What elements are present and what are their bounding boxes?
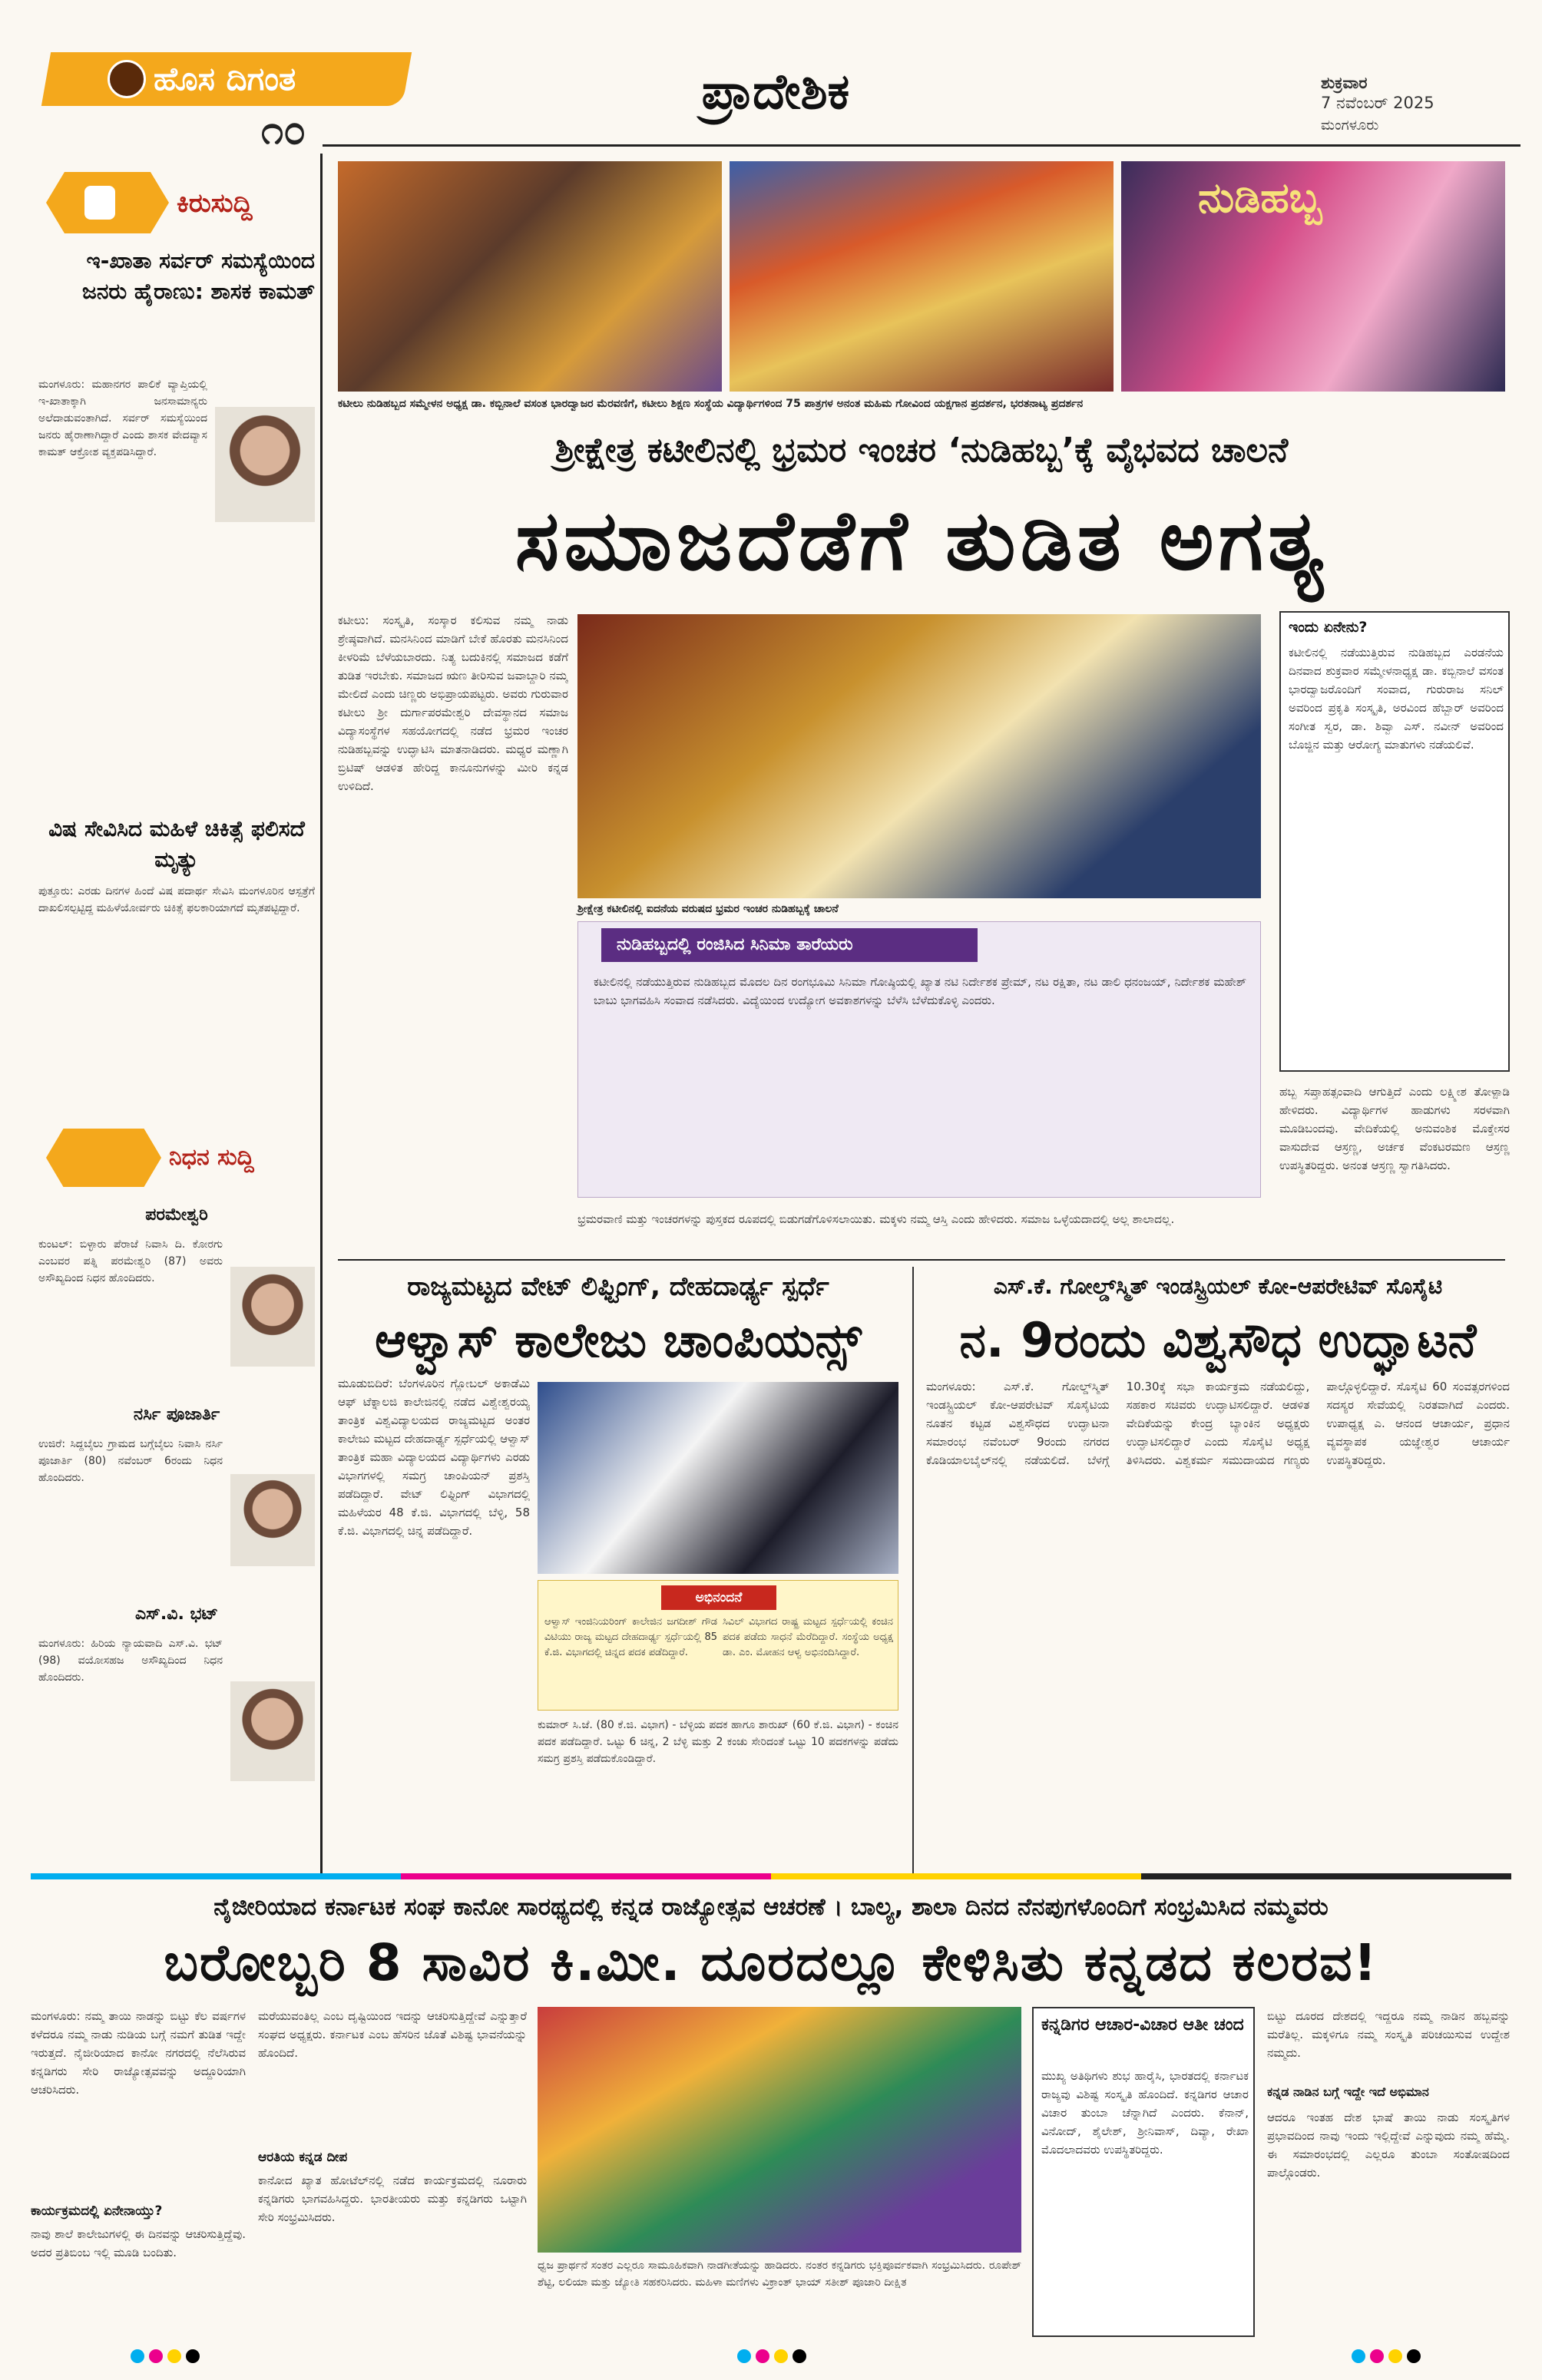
top-photo-caption: ಕಟೀಲು ನುಡಿಹಬ್ಬದ ಸಮ್ಮೇಳನ ಅಧ್ಯಕ್ಷ ಡಾ. ಕಬ್ಬಿನಾಲೆ ವಸಂತ ಭಾರದ್ವಾಜರ ಮೆರವಣಿಗೆ, ಕಟೀಲು ಶಿಕ್ಷಣ ಸಂಸ್ಥೆಯ ವಿದ್ಯಾರ್ಥಿಗಳಿಂದ 75 ಪಾತ್ರಗಳ ಅನಂತ ಮಹಿಮ ಗೋವಿಂದ ಯಕ್ಷಗಾನ ಪ್ರದರ್ಶನ, ಭರತನಾಟ್ಯ ಪ್ರದರ್ಶನ xyxy=(338,398,1084,410)
nigeria-body2b: ಕಾನೋದ ಖ್ಯಾತ ಹೋಟೆಲ್‌ನಲ್ಲಿ ನಡೆದ ಕಾರ್ಯಕ್ರಮದಲ್ಲಿ ನೂರಾರು ಕನ್ನಡಿಗರು ಭಾಗವಹಿಸಿದ್ದರು. ಭಾರತೀಯರು ಮತ್ತು ಕನ್ನಡಿಗರು ಒಟ್ಟಾಗಿ ಸೇರಿ ಸಂಭ್ರಮಿಸಿದರು. xyxy=(258,2173,527,2224)
top-story-body-bottom: ಭ್ರಮರವಾಣಿ ಮತ್ತು ಇಂಚರಗಳನ್ನು ಪುಸ್ತಕದ ರೂಪದಲ್ಲಿ ಬಿಡುಗಡೆಗೊಳಿಸಲಾಯಿತು. ಮಕ್ಕಳು ನಮ್ಮ ಆಸ್ತಿ ಎಂದು ಹೇಳಿದರು. ಸಮಾಜ ಒಳ್ಳೆಯದಾದಲ್ಲಿ ಅಲ್ಲ ಶಾಲಾದಲ್ಲ. xyxy=(577,1212,1175,1226)
inauguration-caption: ಶ್ರೀಕ್ಷೇತ್ರ ಕಟೀಲಿನಲ್ಲಿ ಐದನೆಯ ವರುಷದ ಭ್ರಮರ ಇಂಚರ ನುಡಿಹಬ್ಬಕ್ಕೆ ಚಾಲನೆ xyxy=(577,903,839,915)
top-story-kicker: ಶ್ರೀಕ್ಷೇತ್ರ ಕಟೀಲಿನಲ್ಲಿ ಭ್ರಮರ ಇಂಚರ ‘ನುಡಿಹಬ್ಬ’ಕ್ಕೆ ವೈಭವದ ಚಾಲನೆ xyxy=(554,431,1289,470)
colour-bar xyxy=(31,1873,1511,1879)
kannadigaru-box-body: ಮುಖ್ಯ ಅತಿಥಿಗಳು ಶುಭ ಹಾರೈಸಿ, ಭಾರತದಲ್ಲಿ ಕರ್ನಾಟಕ ರಾಜ್ಯವು ವಿಶಿಷ್ಟ ಸಂಸ್ಕೃತಿ ಹೊಂದಿದೆ. ಕನ್ನಡಿಗರ ಆಚಾರ ವಿಚಾರ ತುಂಬಾ ಚೆನ್ನಾಗಿದೆ ಎಂದರು. ಕೆನಾನ್, ವಿನೋದ್, ಶೈಲೇಶ್, ಶ್ರೀನಿವಾಸ್, ದಿವ್ಯಾ, ರೇಖಾ ಮೊದಲಾದವರು ಉಪಸ್ಥಿತರಿದ್ದರು. xyxy=(1041,2069,1249,2157)
congrats-right: ಸಿವಿಲ್ ವಿಭಾಗದ ರಾಷ್ಟ್ರ ಮಟ್ಟದ ಸ್ಪರ್ಧೆಯಲ್ಲಿ ಕಂಚಿನ ಪದಕ ಪಡೆದು ಸಾಧನೆ ಮೆರೆದಿದ್ದಾರೆ. ಸಂಸ್ಥೆಯ ಅಧ್ಯಕ್ಷ ಡಾ. ಎಂ. ಮೋಹನ ಆಳ್ವ ಅಭಿನಂದಿಸಿದ್ದಾರೆ. xyxy=(723,1616,893,1658)
obit3-photo xyxy=(230,1681,315,1781)
kiru-item1-body: ಮಂಗಳೂರು: ಮಹಾನಗರ ಪಾಲಿಕೆ ವ್ಯಾಪ್ತಿಯಲ್ಲಿ ಇ-ಖಾತಾಕ್ಕಾಗಿ ಜನಸಾಮಾನ್ಯರು ಅಲೆದಾಡುವಂತಾಗಿದೆ. ಸರ್ವರ್ ಸಮಸ್ಯೆಯಿಂದ ಜನರು ಹೈರಾಣಾಗಿದ್ದಾರೆ ಎಂದು ಶಾಸಕ ವೇದವ್ಯಾಸ ಕಾಮತ್ ಆಕ್ರೋಶ ವ್ಯಕ್ತಪಡಿಸಿದ್ದಾರೆ. xyxy=(38,378,207,458)
sports-kicker: ರಾಜ್ಯಮಟ್ಟದ ವೇಟ್ ಲಿಫ್ಟಿಂಗ್, ದೇಹದಾರ್ಢ್ಯ ಸ್ಪರ್ಧೆ xyxy=(407,1271,829,1302)
festival-banner: ನುಡಿಹಬ್ಬ xyxy=(1198,174,1322,222)
cyan-dot xyxy=(1352,2349,1365,2363)
nigeria-subhead2: ಆರತಿಯ ಕನ್ನಡ ದೀಪ xyxy=(258,2150,348,2165)
sports-headline: ಆಳ್ವಾಸ್ ಕಾಲೇಜು ಚಾಂಪಿಯನ್ಸ್ xyxy=(375,1312,862,1368)
procession-photo xyxy=(338,161,722,392)
mla-portrait xyxy=(215,407,315,522)
kiru-item1-title: ಇ-ಖಾತಾ ಸರ್ವರ್ ಸಮಸ್ಯೆಯಿಂದ ಜನರು ಹೈರಾಣು: ಶಾಸಕ ಕಾಮತ್ xyxy=(82,248,315,304)
right-sidebar-body: ಹಬ್ಬ ಸಪ್ತಾಹತ್ಸಂವಾದಿ ಆಗುತ್ತಿದೆ ಎಂದು ಲಕ್ಷ್ಮೀಶ ತೋಳ್ಪಾಡಿ ಹೇಳಿದರು. ವಿದ್ಯಾರ್ಥಿಗಳ ಹಾಡುಗಳು ಸರಳವಾಗಿ ಮೂಡಿಬಂದವು. ವೇದಿಕೆಯಲ್ಲಿ ಅನುವಂಶಿಕ ಮೊಕ್ತೇಸರ ವಾಸುದೇವ ಆಸ್ರಣ್ಣ, ಅರ್ಚಕ ವೆಂಕಟರಮಣ ಆಸ್ರಣ್ಣ ಉಪಸ್ಥಿತರಿದ್ದರು. ಅನಂತ ಆಸ್ರಣ್ಣ ಸ್ವಾಗತಿಸಿದರು. xyxy=(1279,1085,1510,1172)
nigeria-right-subhead: ಕನ್ನಡ ನಾಡಿನ ಬಗ್ಗೆ ಇದ್ದೇ ಇದೆ ಅಭಿಮಾನ xyxy=(1267,2084,1429,2099)
sports-photo xyxy=(538,1382,898,1574)
nidhana-label: ನಿಧನ ಸುದ್ದಿ xyxy=(169,1144,254,1171)
yakshagana-photo xyxy=(730,161,1113,392)
society-kicker: ಎಸ್.ಕೆ. ಗೋಲ್ಡ್‌ಸ್ಮಿತ್ ಇಂಡಸ್ಟ್ರಿಯಲ್ ಕೋ-ಆಪರೇಟಿವ್ ಸೊಸೈಟಿ xyxy=(993,1274,1443,1299)
nigeria-right-body: ಬಿಟ್ಟು ದೂರದ ದೇಶದಲ್ಲಿ ಇದ್ದರೂ ನಮ್ಮ ನಾಡಿನ ಹಬ್ಬವನ್ನು ಮರೆತಿಲ್ಲ. ಮಕ್ಕಳಿಗೂ ನಮ್ಮ ಸಂಸ್ಕೃತಿ ಪರಿಚಯಿಸುವ ಉದ್ದೇಶ ನಮ್ಮದು. xyxy=(1267,2009,1510,2060)
kannadigaru-box-title: ಕನ್ನಡಿಗರ ಆಚಾರ-ವಿಚಾರ ಆತೀ ಚಂದ xyxy=(1041,2015,1244,2035)
obit1-body: ಕುಂಟಲ್: ಬಿಳ್ಳಾರು ಪೆರಾಜೆ ನಿವಾಸಿ ದಿ. ಕೋರಗು ಎಂಬವರ ಪತ್ನಿ ಪರಮೇಶ್ವರಿ (87) ಅವರು ಅಸೌಖ್ಯದಿಂದ ನಿಧನ ಹೊಂದಿದರು. xyxy=(38,1238,223,1284)
black-dot xyxy=(1407,2349,1421,2363)
inauguration-photo xyxy=(577,614,1261,898)
logo-text: ಹೊಸ ದಿಗಂತ xyxy=(154,60,296,98)
yellow-dot xyxy=(1388,2349,1402,2363)
kiru-item2-body: ಪುತ್ತೂರು: ಎರಡು ದಿನಗಳ ಹಿಂದೆ ವಿಷ ಪದಾರ್ಥ ಸೇವಿಸಿ ಮಂಗಳೂರಿನ ಆಸ್ಪತ್ರೆಗೆ ದಾಖಲಿಸಲ್ಪಟ್ಟಿದ್ದ ಮಹಿಳೆಯೋರ್ವರು ಚಿಕಿತ್ಸೆ ಫಲಕಾರಿಯಾಗದೆ ಮೃತಪಟ್ಟಿದ್ದಾರೆ. xyxy=(38,885,315,914)
kiru-label: ಕಿರುಸುದ್ದಿ xyxy=(177,188,253,219)
logo-emblem-icon xyxy=(108,60,146,98)
sports-body-bottom: ಕುಮಾರ್ ಸಿ.ಜೆ. (80 ಕೆ.ಜಿ. ವಿಭಾಗ) - ಬೆಳ್ಳಿಯ ಪದಕ ಹಾಗೂ ಶಾರುಖ್ (60 ಕೆ.ಜಿ. ವಿಭಾಗ) - ಕಂಚಿನ ಪದಕ ಪಡೆದಿದ್ದಾರೆ. ಒಟ್ಟು 6 ಚಿನ್ನ, 2 ಬೆಳ್ಳಿ ಮತ್ತು 2 ಕಂಚು ಸೇರಿದಂತೆ ಒಟ್ಟು 10 ಪದಕಗಳನ್ನು ಪಡೆದು ಸಮಗ್ರ ಪ್ರಶಸ್ತಿ ಪಡೆದುಕೊಂಡಿದ್ದಾರೆ. xyxy=(538,1719,898,1765)
kannadigaru-box xyxy=(1032,2007,1255,2337)
nigeria-body1: ಮಂಗಳೂರು: ನಮ್ಮ ತಾಯಿ ನಾಡನ್ನು ಬಿಟ್ಟು ಕೆಲ ವರ್ಷಗಳ ಕಳೆದರೂ ನಮ್ಮ ನಾಡು ನುಡಿಯ ಬಗ್ಗೆ ನಮಗೆ ತುಡಿತ ಇದ್ದೇ ಇರುತ್ತದೆ. ನೈಜೀರಿಯಾದ ಕಾನೋ ನಗರದಲ್ಲಿ ನೆಲೆಸಿರುವ ಕನ್ನಡಿಗರು ಸೇರಿ ರಾಜ್ಯೋತ್ಸವವನ್ನು ಅದ್ದೂರಿಯಾಗಿ ಆಚರಿಸಿದರು. xyxy=(31,2009,246,2097)
nigeria-body1b: ನಾವು ಶಾಲೆ ಕಾಲೇಜುಗಳಲ್ಲಿ ಈ ದಿನವನ್ನು ಆಚರಿಸುತ್ತಿದ್ದೆವು. ಅದರ ಪ್ರತಿಬಿಂಬ ಇಲ್ಲಿ ಮೂಡಿ ಬಂದಿತು. xyxy=(31,2227,246,2259)
nigeria-body2: ಮರೆಯುವಂತಿಲ್ಲ ಎಂಬ ದೃಷ್ಟಿಯಿಂದ ಇದನ್ನು ಆಚರಿಸುತ್ತಿದ್ದೇವೆ ಎನ್ನುತ್ತಾರೆ ಸಂಘದ ಅಧ್ಯಕ್ಷರು. ಕರ್ನಾಟಕ ಎಂಬ ಹೆಸರಿನ ಜೊತೆ ವಿಶಿಷ್ಟ ಭಾವನೆಯನ್ನು ಹೊಂದಿದೆ. xyxy=(258,2009,527,2060)
masthead-day: ಶುಕ್ರವಾರ xyxy=(1321,74,1368,92)
congrats-left: ಆಳ್ವಾಸ್ ಇಂಜಿನಿಯರಿಂಗ್ ಕಾಲೇಜಿನ ಜಗದೀಶ್ ಗೌಡ ವಿಟಿಯು ರಾಜ್ಯ ಮಟ್ಟದ ದೇಹದಾರ್ಢ್ಯ ಸ್ಪರ್ಧೆಯಲ್ಲಿ 85 ಕೆ.ಜಿ. ವಿಭಾಗದಲ್ಲಿ ಚಿನ್ನದ ಪದಕ ಪಡೆದಿದ್ದಾರೆ. xyxy=(544,1616,717,1658)
today-box-body: ಕಟೀಲಿನಲ್ಲಿ ನಡೆಯುತ್ತಿರುವ ನುಡಿಹಬ್ಬದ ಎರಡನೆಯ ದಿನವಾದ ಶುಕ್ರವಾರ ಸಮ್ಮೇಳನಾಧ್ಯಕ್ಷ ಡಾ. ಕಬ್ಬಿನಾಲೆ ವಸಂತ ಭಾರದ್ವಾಜರೊಂದಿಗೆ ಸಂವಾದ, ಗುರುರಾಜ ಸನಿಲ್ ಅವರಿಂದ ಪ್ರಕೃತಿ ಸಂಸ್ಕೃತಿ, ಅರವಿಂದ ಹೆಬ್ಬಾರ್ ಅವರಿಂದ ಸಂಗೀತ ಸ್ವರ, ಡಾ. ಶಿವ್ವಾ ಎಸ್. ನವೀನ್ ಅವರಿಂದ ಬೊಜ್ಜಿನ ಮತ್ತು ಆರೋಗ್ಯ ಮಾತುಗಳು ನಡೆಯಲಿವೆ. xyxy=(1289,646,1504,752)
top-story-headline: ಸಮಾಜದೆಡೆಗೆ ತುಡಿತ ಅಗತ್ಯ xyxy=(515,493,1329,589)
cyan-dot xyxy=(737,2349,751,2363)
registration-marks-left xyxy=(131,2349,204,2366)
obit2-body: ಉಜಿರೆ: ಸಿದ್ದಬೈಲು ಗ್ರಾಮದ ಬಗ್ಗೆಬೈಲು ನಿವಾಸಿ ನರ್ಸಿ ಪೂಜಾರ್ತಿ (80) ನವೆಂಬರ್ 6ರಂದು ನಿಧನ ಹೊಂದಿದರು. xyxy=(38,1438,223,1484)
yellow-dot xyxy=(774,2349,788,2363)
congrats-box xyxy=(538,1580,898,1711)
nigeria-photo xyxy=(538,2007,1021,2253)
top-story-body-left: ಕಟೀಲು: ಸಂಸ್ಕೃತಿ, ಸಂಸ್ಕಾರ ಕಲಿಸುವ ನಮ್ಮ ನಾಡು ಶ್ರೇಷ್ಠವಾಗಿದೆ. ಮನಸಿನಿಂದ ಮಾಡಿಗೆ ಬೇಕೆ ಹೊರತು ಮನಸಿನಿಂದ ಕೀಳರಿಮೆ ಬೆಳೆಯಬಾರದು. ನಿತ್ಯ ಬದುಕಿನಲ್ಲಿ ಸಮಾಜದ ಕಡೆಗೆ ತುಡಿತ ಇರಬೇಕು. ಸಮಾಜದ ಋಣ ತೀರಿಸುವ ಜವಾಬ್ದಾರಿ ನಮ್ಮ ಮೇಲಿದೆ ಎಂದು ಚಿಣ್ಣರು ಅಭಿಪ್ರಾಯಪಟ್ಟರು. ಅವರು ಗುರುವಾರ ಕಟೀಲು ಶ್ರೀ ದುರ್ಗಾಪರಮೇಶ್ವರಿ ದೇವಸ್ಥಾನದ ಸಮಾಜ ವಿದ್ಯಾಸಂಸ್ಥೆಗಳ ಸಹಯೋಗದಲ್ಲಿ ನಡೆದ ಭ್ರಮರ ಇಂಚರ ನುಡಿಹಬ್ಬವನ್ನು ಉದ್ಘಾಟಿಸಿ ಮಾತನಾಡಿದರು. ಮಧ್ಯರ ಮಣ್ಣಾಗಿ ಬ್ರಿಟಿಷ್ ಆಡಳಿತ ಹೇರಿದ್ದ ಕಾನೂನುಗಳನ್ನು ಮೀರಿ ಕನ್ನಡ ಉಳಿದಿದೆ. xyxy=(338,613,568,793)
obit2-name: ನರ್ಸಿ ಪೂಜಾರ್ತಿ xyxy=(133,1405,220,1424)
nigeria-headline: ಬರೋಬ್ಬರಿ 8 ಸಾವಿರ ಕಿ.ಮೀ. ದೂರದಲ್ಲೂ ಕೇಳಿಸಿತು ಕನ್ನಡದ ಕಲರವ! xyxy=(164,1933,1378,1992)
obit3-name: ಎಸ್.ವಿ. ಭಟ್ xyxy=(134,1605,219,1624)
society-headline: ನ. 9ರಂದು ವಿಶ್ವಸೌಧ ಉದ್ಘಾಟನೆ xyxy=(959,1312,1477,1368)
masthead xyxy=(0,0,1542,154)
cinema-box xyxy=(577,921,1261,1198)
nigeria-photo-caption: ಧ್ವಜ ಪ್ರಾರ್ಥನೆ ಸಂತರ ಎಲ್ಲರೂ ಸಾಮೂಹಿಕವಾಗಿ ನಾಡಗೀತೆಯನ್ನು ಹಾಡಿದರು. ನಂತರ ಕನ್ನಡಿಗರು ಭಕ್ತಿಪೂರ್ವಕವಾಗಿ ಸಂಭ್ರಮಿಸಿದರು. ರೂಪೇಶ್ ಶೆಟ್ಟಿ, ಲಲಿಯಾ ಮತ್ತು ಜ್ಯೋತಿ ಸಹಕರಿಸಿದರು. ಮಹಿಳಾ ಮಣಿಗಳು ವಿಕ್ರಾಂತ್ ಭಾಯ್ ಸತೀಶ್ ಪೂಜಾರಿ ದೀಕ್ಷಿತ xyxy=(538,2259,1021,2289)
left-column xyxy=(31,154,323,1873)
today-box xyxy=(1279,611,1510,1072)
registration-marks-center xyxy=(737,2349,811,2366)
magenta-dot xyxy=(149,2349,163,2363)
nidhana-badge xyxy=(46,1129,161,1187)
nigeria-right-body2: ಆದರೂ ಇಂತಹ ದೇಶ ಭಾಷೆ ತಾಯಿ ನಾಡು ಸಂಸ್ಕೃತಿಗಳ ಪ್ರಭಾವದಿಂದ ನಾವು ಇಂದು ಇಲ್ಲಿದ್ದೇವೆ ಎನ್ನುವುದು ನಮ್ಮ ಹೆಮ್ಮೆ. ಈ ಸಮಾರಂಭದಲ್ಲಿ ಎಲ್ಲರೂ ತುಂಬಾ ಸಂತೋಷದಿಂದ ಪಾಲ್ಗೊಂಡರು. xyxy=(1267,2111,1510,2180)
vertical-rule xyxy=(912,1267,914,1873)
section-title: ಪ್ರಾದೇಶಿಕ xyxy=(701,64,850,121)
masthead-date: 7 ನವೆಂಬರ್ 2025 xyxy=(1321,94,1434,112)
cinema-box-title: ನುಡಿಹಬ್ಬದಲ್ಲಿ ರಂಜಿಸಿದ ಸಿನಿಮಾ ತಾರೆಯರು xyxy=(601,928,978,962)
obit1-photo xyxy=(230,1267,315,1367)
cyan-dot xyxy=(131,2349,144,2363)
obit3-body: ಮಂಗಳೂರು: ಹಿರಿಯ ನ್ಯಾಯವಾದಿ ಎಸ್.ವಿ. ಭಟ್ (98) ವಯೋಸಹಜ ಅಸೌಖ್ಯದಿಂದ ನಿಧನ ಹೊಂದಿದರು. xyxy=(38,1638,223,1684)
obit1-name: ಪರಮೇಶ್ವರಿ xyxy=(145,1205,208,1225)
magenta-dot xyxy=(1370,2349,1384,2363)
yellow-dot xyxy=(167,2349,181,2363)
black-dot xyxy=(793,2349,806,2363)
society-body: ಮಂಗಳೂರು: ಎಸ್.ಕೆ. ಗೋಲ್ಡ್‌ಸ್ಮಿತ್ ಇಂಡಸ್ಟ್ರಿಯಲ್ ಕೋ-ಆಪರೇಟಿವ್ ಸೊಸೈಟಿಯ ನೂತನ ಕಟ್ಟಡ ವಿಶ್ವಸೌಧದ ಉದ್ಘಾಟನಾ ಸಮಾರಂಭ ನವೆಂಬರ್ 9ರಂದು ನಗರದ ಕೊಡಿಯಾಲಬೈಲ್‌ನಲ್ಲಿ ನಡೆಯಲಿದೆ. ಬೆಳಗ್ಗೆ 10.30ಕ್ಕೆ ಸಭಾ ಕಾರ್ಯಕ್ರಮ ನಡೆಯಲಿದ್ದು, ಸಹಕಾರ ಸಚಿವರು ಉದ್ಘಾಟಿಸಲಿದ್ದಾರೆ. ಆಡಳಿತ ವೇದಿಕೆಯನ್ನು ಕೇಂದ್ರ ಬ್ಯಾಂಕಿನ ಅಧ್ಯಕ್ಷರು ಉದ್ಘಾಟಿಸಲಿದ್ದಾರೆ ಎಂದು ಸೊಸೈಟಿ ಅಧ್ಯಕ್ಷ ತಿಳಿಸಿದರು. ವಿಶ್ವಕರ್ಮ ಸಮುದಾಯದ ಗಣ್ಯರು ಪಾಲ್ಗೊಳ್ಳಲಿದ್ದಾರೆ. ಸೊಸೈಟಿ 60 ಸಂವತ್ಸರಗಳಿಂದ ಸದಸ್ಯರ ಸೇವೆಯಲ್ಲಿ ನಿರತವಾಗಿದೆ ಎಂದರು. ಉಪಾಧ್ಯಕ್ಷ ಎ. ಆನಂದ ಆಚಾರ್ಯ, ಪ್ರಧಾನ ವ್ಯವಸ್ಥಾಪಕ ಯಜ್ಞೇಶ್ವರ ಆಚಾರ್ಯ ಉಪಸ್ಥಿತರಿದ್ದರು. xyxy=(926,1380,1510,1467)
registration-marks-right xyxy=(1352,2349,1425,2366)
kiru-item2-title: ವಿಷ ಸೇವಿಸಿದ ಮಹಿಳೆ ಚಿಕಿತ್ಸೆ ಫಲಿಸದೆ ಮೃತ್ಯು xyxy=(48,816,305,872)
cinema-box-body: ಕಟೀಲಿನಲ್ಲಿ ನಡೆಯುತ್ತಿರುವ ನುಡಿಹಬ್ಬದ ಮೊದಲ ದಿನ ರಂಗಭೂಮಿ ಸಿನಿಮಾ ಗೋಷ್ಠಿಯಲ್ಲಿ ಖ್ಯಾತ ನಟಿ ನಿರ್ದೇಶಕ ಪ್ರೇಮ್, ನಟ ರಕ್ಷಿತಾ, ನಟ ಡಾಲಿ ಧನಂಜಯ್, ನಿರ್ದೇಶಕ ಮಹೇಶ್ ಬಾಬು ಭಾಗವಹಿಸಿ ಸಂವಾದ ನಡೆಸಿದರು. ವಿದ್ಯೆಯಿಂದ ಉದ್ಯೋಗ ಅವಕಾಶಗಳನ್ನು ಬೆಳೆಸಿ ಬೆಳೆದುಕೊಳ್ಳಿ ಎಂದರು. xyxy=(594,975,1246,1007)
obit2-photo xyxy=(230,1474,315,1566)
today-box-title: ಇಂದು ಏನೇನು? xyxy=(1289,619,1368,636)
masthead-rule xyxy=(323,144,1520,147)
page-number: ೧೦ xyxy=(261,107,306,154)
sports-body: ಮೂಡುಬಿದಿರೆ: ಬೆಂಗಳೂರಿನ ಗ್ಲೋಬಲ್ ಅಕಾಡೆಮಿ ಆಫ್ ಟೆಕ್ನಾಲಜಿ ಕಾಲೇಜಿನಲ್ಲಿ ನಡೆದ ವಿಶ್ವೇಶ್ವರಯ್ಯ ತಾಂತ್ರಿಕ ವಿಶ್ವವಿದ್ಯಾಲಯದ ರಾಜ್ಯಮಟ್ಟದ ಅಂತರ ಕಾಲೇಜು ಮಟ್ಟದ ದೇಹದಾರ್ಢ್ಯ ಸ್ಪರ್ಧೆಯಲ್ಲಿ ಆಳ್ವಾಸ್ ತಾಂತ್ರಿಕ ಮಹಾ ವಿದ್ಯಾಲಯದ ವಿದ್ಯಾರ್ಥಿಗಳು ಎರಡು ವಿಭಾಗಗಳಲ್ಲಿ ಸಮಗ್ರ ಚಾಂಪಿಯನ್ ಪ್ರಶಸ್ತಿ ಪಡೆದಿದ್ದಾರೆ. ವೇಟ್ ಲಿಫ್ಟಿಂಗ್ ವಿಭಾಗದಲ್ಲಿ ಮಹಿಳೆಯರ 48 ಕೆ.ಜಿ. ವಿಭಾಗದಲ್ಲಿ ಬೆಳ್ಳಿ, 58 ಕೆ.ಜಿ. ವಿಭಾಗದಲ್ಲಿ ಚಿನ್ನ ಪಡೆದಿದ್ದಾರೆ. xyxy=(338,1377,530,1538)
nigeria-kicker: ನೈಜೀರಿಯಾದ ಕರ್ನಾಟಕ ಸಂಘ ಕಾನೋ ಸಾರಥ್ಯದಲ್ಲಿ ಕನ್ನಡ ರಾಜ್ಯೋತ್ಸವ ಆಚರಣೆ । ಬಾಲ್ಯ, ಶಾಲಾ ದಿನದ ನೆನಪುಗಳೊಂದಿಗೆ ಸಂಭ್ರಮಿಸಿದ ನಮ್ಮವರು xyxy=(213,1893,1329,1921)
mid-rule xyxy=(338,1259,1505,1261)
nigeria-subhead1: ಕಾರ್ಯಕ್ರಮದಲ್ಲಿ ಏನೇನಾಯ್ತು? xyxy=(31,2203,163,2219)
hand-icon xyxy=(84,186,115,220)
congrats-label: ಅಭಿನಂದನೆ xyxy=(661,1585,776,1610)
masthead-city: ಮಂಗಳೂರು xyxy=(1321,117,1379,134)
magenta-dot xyxy=(756,2349,769,2363)
black-dot xyxy=(186,2349,200,2363)
